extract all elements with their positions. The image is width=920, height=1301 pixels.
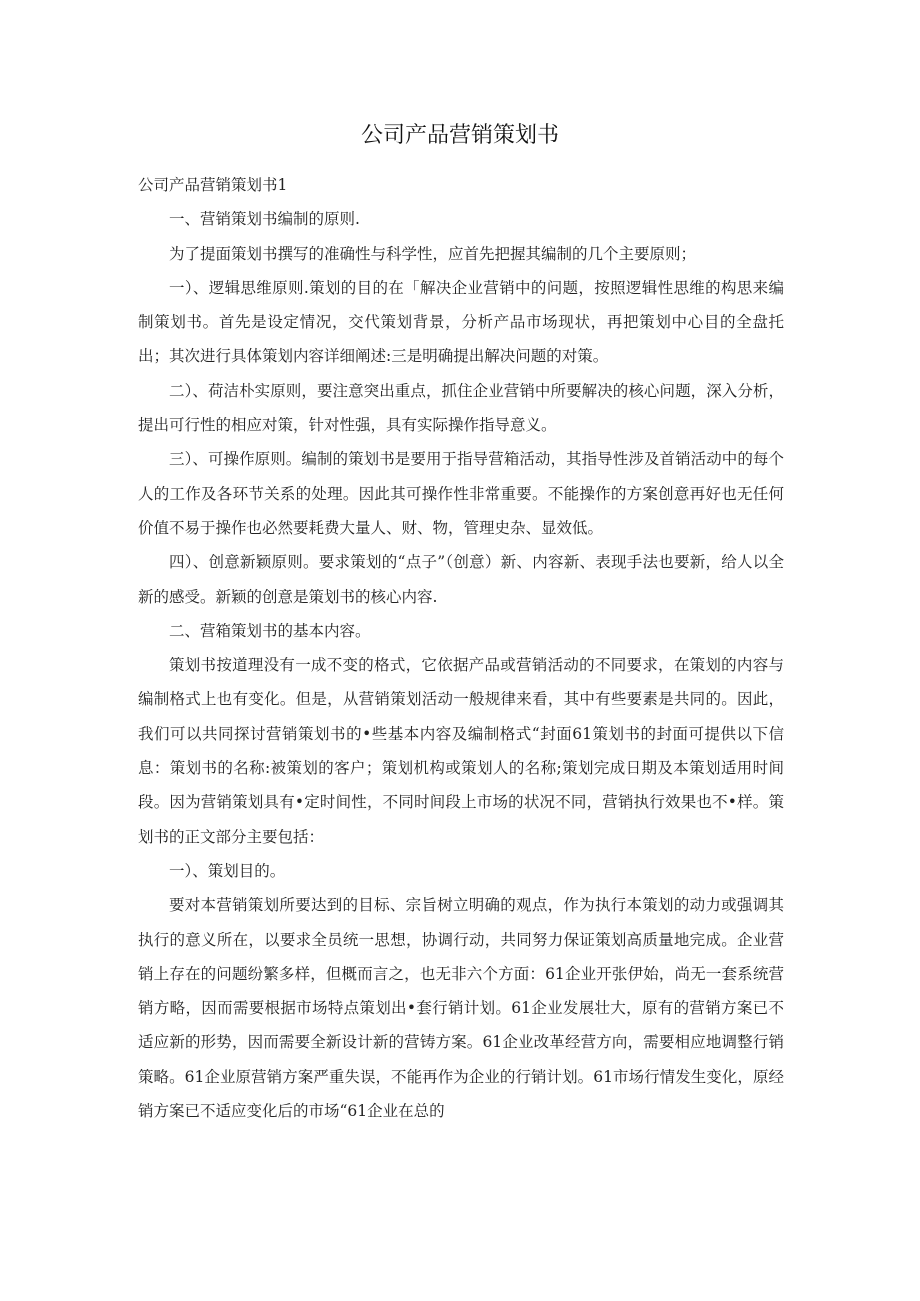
paragraph: 策划书按道理没有一成不变的格式，它依据产品或营销活动的不同要求，在策划的内容与编制格式上也有变化。但是，从营销策划活动一般规律来看，其中有些要素是共同的。因此，我们可以共同探讨营销策划书的•些基本内容及编制格式“封面61策划书的封面可提供以下信息：策划书的名称:被策划的客户；策划机构或策划人的名称;策划完成日期及本策划适用时间段。因为营销策划具有•定时间性，不同时间段上市场的状况不同，营销执行效果也不•样。策划书的正文部分主要包括： bbox=[138, 656, 784, 846]
paragraph: 一）、逻辑思维原则.策划的目的在「解决企业营销中的问题，按照逻辑性思维的构思来编制策划书。首先是设定情况，交代策划背景，分析产品市场现状，再把策划中心目的全盘托出；其次进行具体策划内容详细阐述:三是明确提出解决问题的对策。 bbox=[138, 278, 784, 366]
subsection-heading: 一）、策划目的。 bbox=[169, 861, 286, 880]
section-heading: 一、营销策划书编制的原则. bbox=[169, 210, 360, 229]
document-body bbox=[138, 168, 784, 1128]
paragraph: 为了提面策划书撰写的准确性与科学性，应首先把握其编制的几个主要原则； bbox=[169, 244, 697, 263]
paragraph: 三）、可操作原则。编制的策划书是要用于指导营箱活动，其指导性涉及首销活动中的每个人的工作及各环节关系的处理。因此其可操作性非常重要。不能操作的方案创意再好也无任何价值不易于操作也必然要耗费大量人、财、物，管理史杂、显效低。 bbox=[138, 450, 784, 537]
document-title: 公司产品营销策划书 bbox=[360, 123, 559, 148]
paragraph: 要对本营销策划所要达到的目标、宗旨树立明确的观点，作为执行本策划的动力或强调其执行的意义所在，以要求全员统一思想，协调行动，共同努力保证策划高质量地完成。企业营销上存在的问题纷繁多样，但概而言之，也无非六个方面：61企业开张伊始，尚无一套系统营销方略，因而需要根据市场特点策划出•套行销计划。61企业发展壮大，原有的营销方案已不适应新的形势，因而需要全新设计新的营铸方案。61企业改革经营方向，需要相应地调整行销策略。61企业原营销方案严重失误，不能再作为企业的行销计划。61市场行情发生变化，原经销方案已不适应变化后的市场“61企业在总的 bbox=[138, 896, 784, 1121]
section-heading: 二、营箱策划书的基本内容。 bbox=[169, 621, 371, 640]
paragraph: 二）、荷洁朴实原则，要注意突出重点，抓住企业营销中所要解决的核心问题，深入分析，提出可行性的相应对策，针对性强，具有实际操作指导意义。 bbox=[138, 381, 784, 435]
document-subtitle: 公司产品营销策划书1 bbox=[138, 176, 288, 194]
paragraph: 四）、创意新颖原则。要求策划的“点子”（创意）新、内容新、表现手法也要新，给人以全新的感受。新颖的创意是策划书的核心内容. bbox=[138, 553, 784, 606]
